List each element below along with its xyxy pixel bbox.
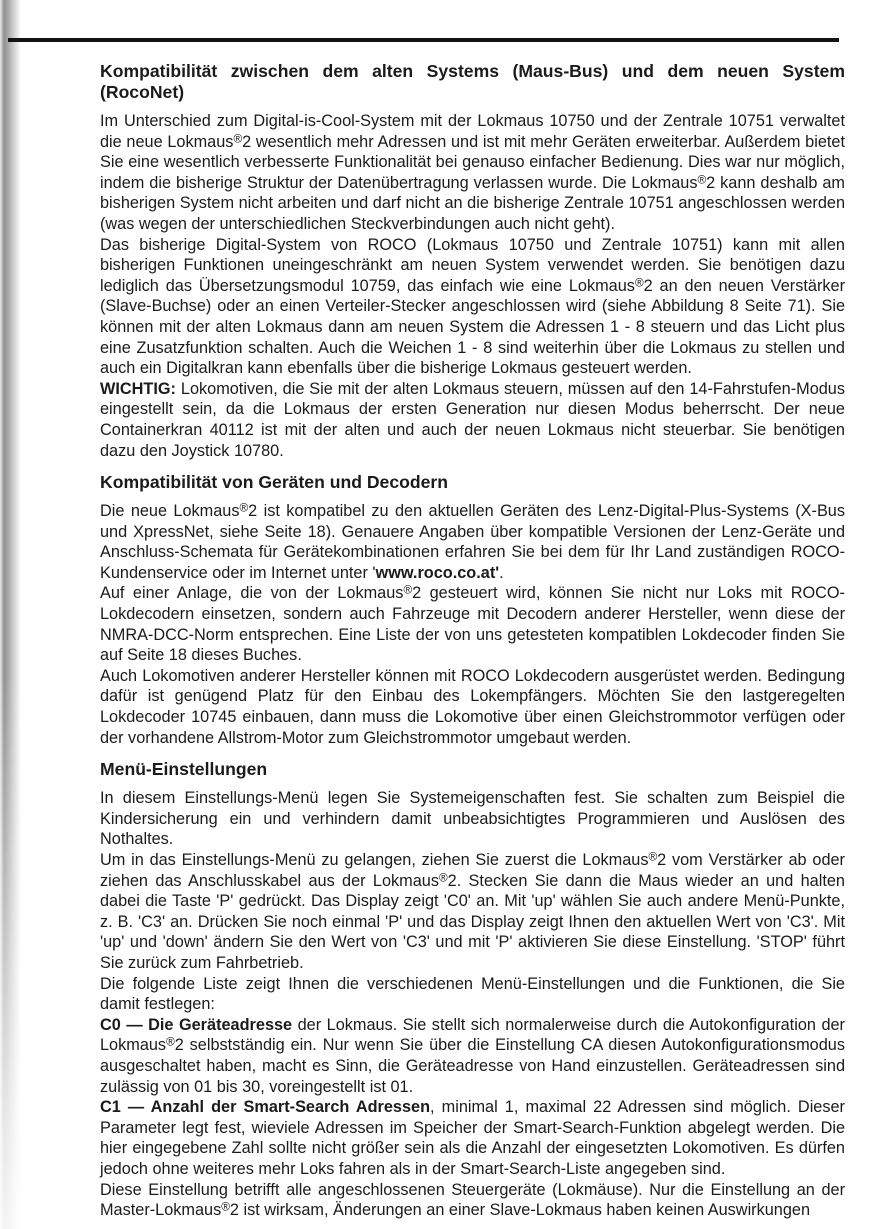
paragraph-retrofit-decoders — [100, 666, 845, 748]
paragraph-wichtig-note — [100, 379, 845, 461]
section-heading-compatibility-systems: Kompatibilität zwischen dem alten Systems (Maus-Bus) und dem neuen System (RocoNet) — [100, 61, 845, 102]
c0-label: C0 — Die Geräteadresse — [100, 1015, 293, 1034]
paragraph-c0-device-address — [100, 1015, 845, 1097]
text-run: Die folgende Liste zeigt Ihnen die verschiedenen Menü-Einstellungen und die Funktionen, die Sie damit festlegen: — [100, 974, 845, 1014]
paragraph-old-vs-new-system — [100, 111, 845, 235]
section-heading-compatibility-devices-decoders: Kompatibilität von Geräten und Decodern — [100, 472, 449, 493]
paragraph-old-system-on-new — [100, 235, 845, 379]
c1-label: C1 — Anzahl der Smart-Search Adressen — [100, 1098, 431, 1117]
paragraph-lenz-compatibility — [100, 501, 845, 583]
text-run: Lokomotiven, die Sie mit der alten Lokmaus steuern, müssen auf den 14-Fahrstufen-Modus eingestellt sein, da die Lokmaus der ersten Generation nur diesen Modus beherrscht. Der neue Containerkran 40112 ist mit der alten und auch der neuen Lokmaus nicht steuerbar. Sie benötigen dazu den Joystick 10780. — [100, 379, 845, 460]
page-content — [100, 61, 845, 1221]
text-run: Diese Einstellung betrifft alle angeschlossenen Steuergeräte (Lokmäuse). Nur die Einstellung an der Master-Lokmaus®2 ist wirksam, Änderungen an einer Slave-Lokmaus haben keinen Auswirkungen — [100, 1180, 845, 1220]
top-horizontal-rule — [8, 38, 839, 42]
paragraph-enter-settings-menu — [100, 850, 845, 974]
text-run: Um in das Einstellungs-Menü zu gelangen, ziehen Sie zuerst die Lokmaus®2 vom Verstärker ab oder ziehen das Anschlusskabel aus der Lokmaus®2. Stecken Sie dann die Maus wieder an und halten dabei die Taste 'P' gedrückt. Das Display zeigt 'C0' an. Mit 'up' wählen Sie auch andere Menü-Punkte, z. B. 'C3' an. Drücken Sie noch einmal 'P' und das Display zeigt Ihnen den aktuellen Wert von 'C3'. Mit 'up' und 'down' ändern Sie den Wert von 'C3' und mit 'P' aktivieren Sie diese Einstellung. 'STOP' führt Sie zurück zum Fahrbetrieb. — [100, 850, 845, 972]
text-run: . — [499, 563, 504, 582]
text-run: Das bisherige Digital-System von ROCO (Lokmaus 10750 und Zentrale 10751) kann mit allen bisherigen Funktionen uneingeschränkt am neuen System verwendet werden. Sie benötigen dazu lediglich das Übersetzungsmodul 10759, das einfach wie eine Lokmaus®2 an den neuen Verstärker (Slave-Buchse) oder an einen Verteiler-Stecker angeschlossen wird (siehe Abbildung 8 Seite 71). Sie können mit der alten Lokmaus dann am neuen System die Adressen 1 - 8 steuern und das Licht plus eine Zusatzfunktion schalten. Auch die Weichen 1 - 8 sind weiterhin über die Lokmaus zu stellen und auch ein Digitalkran kann ebenfalls über die bisherige Lokmaus gesteuert werden. — [100, 235, 845, 378]
paragraph-nmra-dcc — [100, 583, 845, 665]
paragraph-settings-intro — [100, 788, 845, 850]
paragraph-c1-smart-search — [100, 1097, 845, 1179]
text-run: Im Unterschied zum Digital-is-Cool-System mit der Lokmaus 10750 und der Zentrale 10751 verwaltet die neue Lokmaus®2 wesentlich mehr Adressen und ist mit mehr Geräten erweiterbar. Außerdem bietet Sie eine wesentlich verbesserte Funktionalität bei genauso einfacher Bedienung. Dies war nur möglich, indem die bisherige Struktur der Datenübertragung verlassen wurde. Die Lokmaus®2 kann deshalb am bisherigen System nicht arbeiten und darf nicht an die bisherige Zentrale 10751 angeschlossen werden (was wegen der unterschiedlichen Steckverbindungen auch nicht geht). — [100, 112, 845, 233]
paragraph-list-intro — [100, 974, 845, 1015]
text-run: , minimal 1, maximal 22 Adressen sind möglich. Dieser Parameter legt fest, wieviele Adressen im Speicher der Smart-Search-Funktion abgelegt werden. Die hier eingegebene Zahl sollte nicht größer sein als die Anzahl der eingesetzten Lokomotiven. Es dürfen jedoch ohne weiteres mehr Loks fahren als in der Smart-Search-Liste angegeben sind. — [100, 1098, 845, 1178]
text-run: Die neue Lokmaus®2 ist kompatibel zu den aktuellen Geräten des Lenz-Digital-Plus-Systems (X-Bus und XpressNet, siehe Seite 18). Genauere Angaben über kompatible Versionen der Lenz-Geräte und Anschluss-Schemata für Gerätekombinationen erfahren Sie bei dem für Ihr Land zuständigen ROCO-Kundenservice oder im Internet unter ' — [100, 501, 845, 582]
roco-website-text: www.roco.co.at' — [375, 563, 500, 582]
paragraph-master-slave-note — [100, 1180, 845, 1221]
section-heading-menu-settings: Menü-Einstellungen — [100, 759, 268, 780]
text-run: In diesem Einstellungs-Menü legen Sie Systemeigenschaften fest. Sie schalten zum Beispiel die Kindersicherung ein und verhindern damit unbeabsichtigtes Programmieren und Auslösen des Nothaltes. — [100, 789, 845, 849]
scan-edge-artifact — [0, 0, 22, 1229]
text-run: der Lokmaus. Sie stellt sich normalerweise durch die Autokonfiguration der Lokmaus®2 selbstständig ein. Nur wenn Sie über die Einstellung CA diesen Autokonfigurationsmodus ausgeschaltet haben, macht es Sinn, die Geräteadresse von Hand einzustellen. Geräteadressen sind zulässig von 01 bis 30, voreingestellt ist 01. — [100, 1015, 845, 1096]
text-run: Auch Lokomotiven anderer Hersteller können mit ROCO Lokdecodern ausgerüstet werden. Bedingung dafür ist genügend Platz für den Einbau des Lokempfängers. Möchten Sie den lastgeregelten Lokdecoder 10745 einbauen, dann muss die Lokomotive über einen Gleichstrommotor verfügen oder der vorhandene Allstrom-Motor zum Gleichstrommotor umgebaut werden. — [100, 666, 845, 747]
wichtig-label: WICHTIG: — [100, 379, 176, 398]
text-run: Auf einer Anlage, die von der Lokmaus®2 gesteuert wird, können Sie nicht nur Loks mit ROCO-Lokdecodern einsetzen, sondern auch Fahrzeuge mit Decodern anderer Hersteller, wenn diese der NMRA-DCC-Norm entsprechen. Eine Liste der von uns getesteten kompatiblen Lokdecoder finden Sie auf Seite 18 dieses Buches. — [100, 584, 845, 665]
